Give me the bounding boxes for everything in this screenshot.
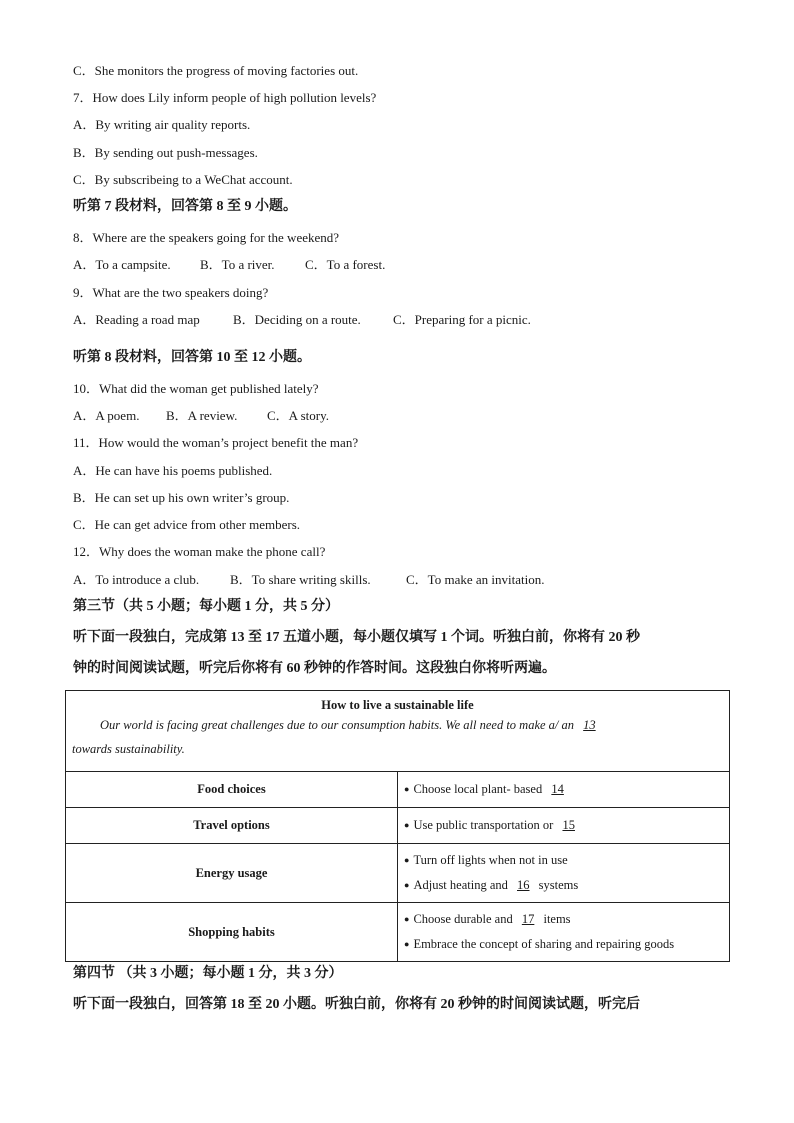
table-intro-text <box>72 713 723 761</box>
row-travel-category: Travel options <box>66 808 398 844</box>
table-title: How to live a sustainable life <box>321 698 474 712</box>
table-intro-cell <box>66 691 730 772</box>
intro-line1: Our world is facing great challenges due to our consumption habits. We all need to make a/ an <box>100 718 575 732</box>
q10-option-c: C．A story. <box>267 408 329 423</box>
q9-option-c: C．Preparing for a picnic. <box>393 312 531 327</box>
row-energy-content: ● Turn off lights when not in use ● Adjust heating and 16 systems <box>398 844 730 903</box>
q9-option-b: B．Deciding on a route. <box>233 312 361 327</box>
row-food-content: ● Choose local plant- based 14 <box>398 772 730 808</box>
q12-option-c: C．To make an invitation. <box>406 572 545 587</box>
q7-option-b: B．By sending out push-messages. <box>73 145 258 160</box>
q11-option-a: A．He can have his poems published. <box>73 463 273 478</box>
section-7-heading: 听第 7 段材料，回答第 8 至 9 小题。 <box>73 199 297 214</box>
q12-options <box>73 572 544 588</box>
row-shopping-content: ● Choose durable and 17 items ● Embrace the concept of sharing and repairing goods <box>398 903 730 962</box>
q8-option-a: A．To a campsite. <box>73 257 171 272</box>
sustainable-life-table <box>65 690 730 962</box>
blank-13: 13 <box>583 718 596 732</box>
section-8-heading: 听第 8 段材料，回答第 10 至 12 小题。 <box>73 350 311 365</box>
q8-stem: 8．Where are the speakers going for the weekend? <box>73 230 340 245</box>
intro-line2: towards sustainability. <box>72 742 185 756</box>
row-shopping-category: Shopping habits <box>66 903 398 962</box>
q8-options <box>73 257 385 273</box>
q6-option-c: C．She monitors the progress of moving factories out. <box>73 63 359 78</box>
blank-14: 14 <box>551 782 564 796</box>
q10-option-a: A．A poem. <box>73 408 140 423</box>
q7-option-a: A．By writing air quality reports. <box>73 117 251 132</box>
q10-stem: 10．What did the woman get published lately? <box>73 381 319 396</box>
blank-17: 17 <box>521 912 535 926</box>
row-food-category: Food choices <box>66 772 398 808</box>
blank-15: 15 <box>562 818 575 832</box>
q7-stem: 7．How does Lily inform people of high pollution levels? <box>73 90 377 105</box>
part4-heading: 第四节 （共 3 小题；每小题 1 分，共 3 分） <box>73 966 343 981</box>
q7-option-c: C．By subscribeing to a WeChat account. <box>73 172 293 187</box>
part3-instruction-line1: 听下面一段独白，完成第 13 至 17 五道小题，每小题仅填写 1 个词。听独白前，你将有 20 秒 <box>73 630 640 645</box>
q11-stem: 11．How would the woman’s project benefit the man? <box>73 435 359 450</box>
part4-instruction-line1: 听下面一段独白，回答第 18 至 20 小题。听独白前，你将有 20 秒钟的时间阅读试题，听完后 <box>73 997 640 1012</box>
part3-heading: 第三节（共 5 小题；每小题 1 分，共 5 分） <box>73 599 339 614</box>
q11-option-b: B．He can set up his own writer’s group. <box>73 490 290 505</box>
part3-instruction-line2: 钟的时间阅读试题，听完后你将有 60 秒钟的作答时间。这段独白你将听两遍。 <box>73 661 556 676</box>
q12-stem: 12．Why does the woman make the phone call? <box>73 544 326 559</box>
q8-option-b: B．To a river. <box>200 257 275 272</box>
q11-option-c: C．He can get advice from other members. <box>73 517 301 532</box>
q10-options <box>73 408 329 424</box>
q9-options <box>73 312 531 328</box>
blank-16: 16 <box>517 878 530 892</box>
q10-option-b: B．A review. <box>166 408 238 423</box>
q8-option-c: C．To a forest. <box>305 257 386 272</box>
q9-stem: 9．What are the two speakers doing? <box>73 285 269 300</box>
row-energy-category: Energy usage <box>66 844 398 903</box>
q12-option-a: A．To introduce a club. <box>73 572 200 587</box>
q9-option-a: A．Reading a road map <box>73 312 200 327</box>
q12-option-b: B．To share writing skills. <box>230 572 371 587</box>
row-travel-content: ● Use public transportation or 15 <box>398 808 730 844</box>
